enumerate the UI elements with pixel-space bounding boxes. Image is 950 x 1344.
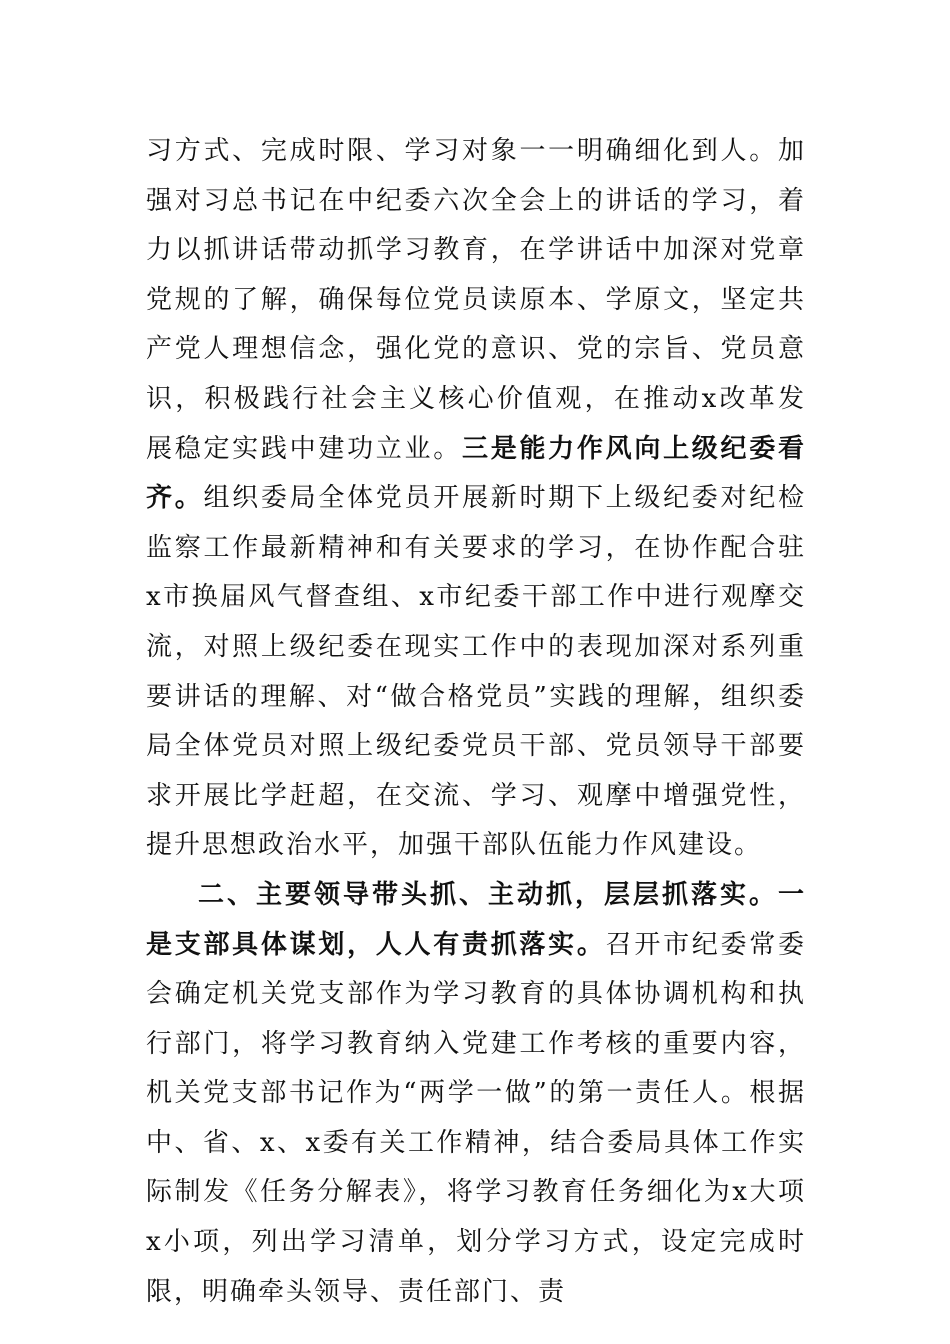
paragraph-continued [146,127,806,871]
bold-heading-inline: 三是能力作风向上级纪委看齐。 [146,433,806,514]
section-heading: 二、主要领导带头抓、主动抓，层层抓落实。一是支部具体谋划，人人有责抓落实。 [146,879,806,960]
paragraph-text: 习方式、完成时限、学习对象一一明确细化到人。加强对习总书记在中纪委六次全会上的讲话的学习，着力以抓讲话带动抓学习教育，在学讲话中加深对党章党规的了解，确保每位党员读原本、学原文，坚定共产党人理想信念，强化党的意识、党的宗旨、党员意识，积极践行社会主义核心价值观，在推动x改革发展稳定实践中建功立业。 [146,136,806,464]
paragraph-text: 组织委局全体党员开展新时期下上级纪委对纪检监察工作最新精神和有关要求的学习，在协作配合驻x市换届风气督查组、x市纪委干部工作中进行观摩交流，对照上级纪委在现实工作中的表现加深对系列重要讲话的理解、对“做合格党员”实践的理解，组织委局全体党员对照上级纪委党员干部、党员领导干部要求开展比学赶超，在交流、学习、观摩中增强党性，提升思想政治水平，加强干部队伍能力作风建设。 [146,483,806,861]
paragraph-section-two [146,871,806,1317]
paragraph-text: 召开市纪委常委会确定机关党支部作为学习教育的具体协调机构和执行部门，将学习教育纳入党建工作考核的重要内容，机关党支部书记作为“两学一做”的第一责任人。根据中、省、x、x委有关工作精神，结合委局具体工作实际制发《任务分解表》，将学习教育任务细化为x大项x小项，列出学习清单，划分学习方式，设定完成时限，明确牵头领导、责任部门、责 [146,929,806,1307]
document-body [146,127,806,1317]
